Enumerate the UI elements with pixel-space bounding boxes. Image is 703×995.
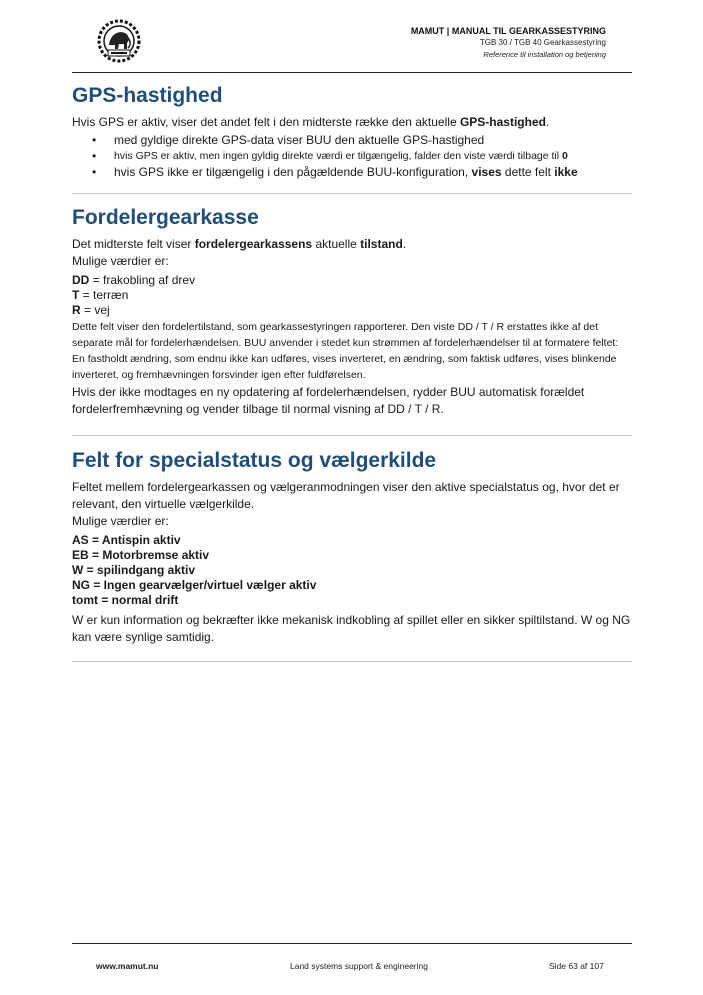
page-number: Side 63 af 107 [549, 961, 604, 971]
transfer-possible-values-label: Mulige værdier er: [72, 254, 169, 268]
special-outro: W er kun information og bekræfter ikke mekanisk indkobling af spillet eller en sikker spiltilstand. W og NG kan være synlige samtidig. [72, 613, 631, 644]
special-intro: Feltet mellem fordelergearkassen og vælgeranmodningen viser den aktive specialstatus og, hvor det er relevant, den virtuelle vælgerkilde. [72, 480, 620, 511]
section-title-gps: GPS-hastighed [72, 84, 223, 107]
gps-bullet-list [72, 132, 632, 180]
transfer-intro: Det midterste felt viser fordelergearkassens aktuelle tilstand. [72, 237, 407, 251]
list-item: • med gyldige direkte GPS-data viser BUU den aktuelle GPS-hastighed [114, 132, 632, 148]
code-line: tomt = normal drift [72, 593, 179, 607]
document-reference: Reference til installation og betjening [483, 50, 606, 59]
code-line: R = vej [72, 303, 110, 317]
code-line: T = terræn [72, 288, 129, 302]
footer-website-link[interactable]: www.mamut.nu [96, 961, 159, 971]
footer-tagline: Land systems support & engineering [290, 961, 428, 971]
section-divider [72, 435, 632, 436]
section-divider [72, 193, 632, 194]
page-content [72, 82, 632, 662]
code-line: W = spilindgang aktiv [72, 563, 196, 577]
mamut-logo-icon [94, 18, 144, 64]
page-header [72, 14, 632, 73]
special-codes [72, 533, 632, 608]
section-divider [72, 661, 632, 662]
code-line: AS = Antispin aktiv [72, 533, 181, 547]
document-title: MAMUT | MANUAL TIL GEARKASSESTYRING [410, 26, 606, 36]
transfer-note: Dette felt viser den fordelertilstand, som gearkassestyringen rapporterer. Den viste DD / T / R erstattes ikke af det separate mål for fordelerhændelsen. BUU anvender i stedet kun strømmen af fordelerhændelser til at formatere feltet: En fastholdt ændring, som endnu ikke kan udføres, vises inverteret, en ændring, som faktisk udføres, vises blinkende inverteret, og fremhævningen forsvinder igen efter fuldførelsen. [72, 321, 619, 381]
page-footer [72, 943, 632, 984]
transfer-codes [72, 273, 632, 318]
list-item: • hvis GPS ikke er tilgængelig i den pågældende BUU-konfiguration, vises dette felt ikke [114, 164, 632, 180]
special-possible-values-label: Mulige værdier er: [72, 514, 169, 528]
gps-intro: Hvis GPS er aktiv, viser det andet felt i den midterste række den aktuelle GPS-hastighed. [72, 115, 550, 129]
document-subtitle: TGB 30 / TGB 40 Gearkassestyring [479, 38, 606, 47]
section-title-transfer-case: Fordelergearkasse [72, 206, 259, 229]
transfer-outro: Hvis der ikke modtages en ny opdatering af fordelerhændelsen, rydder BUU automatisk forældet fordelerfremhævning og vender tilbage til normal visning af DD / T / R. [72, 385, 585, 416]
code-line: EB = Motorbremse aktiv [72, 548, 210, 562]
section-title-special-status: Felt for specialstatus og vælgerkilde [72, 449, 437, 472]
code-line: NG = Ingen gearvælger/virtuel vælger aktiv [72, 578, 317, 592]
code-line: DD = frakobling af drev [72, 273, 196, 287]
list-item: • hvis GPS er aktiv, men ingen gyldig direkte værdi er tilgængelig, falder den viste værdi tilbage til 0 [114, 148, 632, 164]
